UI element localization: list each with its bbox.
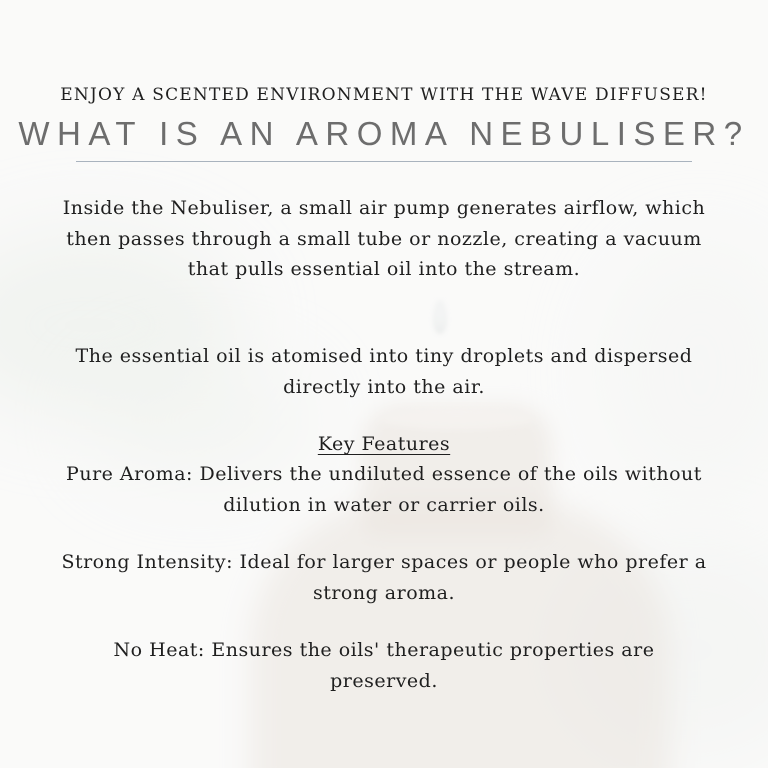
feature-item-no-heat: No Heat: Ensures the oils' therapeutic properties are preserved. bbox=[113, 639, 655, 692]
page-title: WHAT IS AN AROMA NEBULISER? bbox=[18, 115, 750, 152]
feature-item-strong-intensity: Strong Intensity: Ideal for larger spaces or people who prefer a strong aroma. bbox=[61, 551, 707, 604]
key-features-heading-text: Key Features bbox=[317, 433, 451, 455]
intro-paragraph-2: The essential oil is atomised into tiny droplets and dispersed directly into the air. bbox=[75, 345, 693, 398]
feature-item-pure-aroma: Pure Aroma: Delivers the undiluted essence of the oils without dilution in water or carrier oils. bbox=[66, 463, 702, 516]
intro-paragraph-1: Inside the Nebuliser, a small air pump generates airflow, which then passes through a small tube or nozzle, creating a vacuum that pulls essential oil into the stream. bbox=[62, 197, 706, 280]
divider bbox=[76, 161, 692, 162]
key-features-heading bbox=[60, 429, 708, 460]
tagline: ENJOY A SCENTED ENVIRONMENT WITH THE WAVE DIFFUSER! bbox=[60, 85, 708, 105]
